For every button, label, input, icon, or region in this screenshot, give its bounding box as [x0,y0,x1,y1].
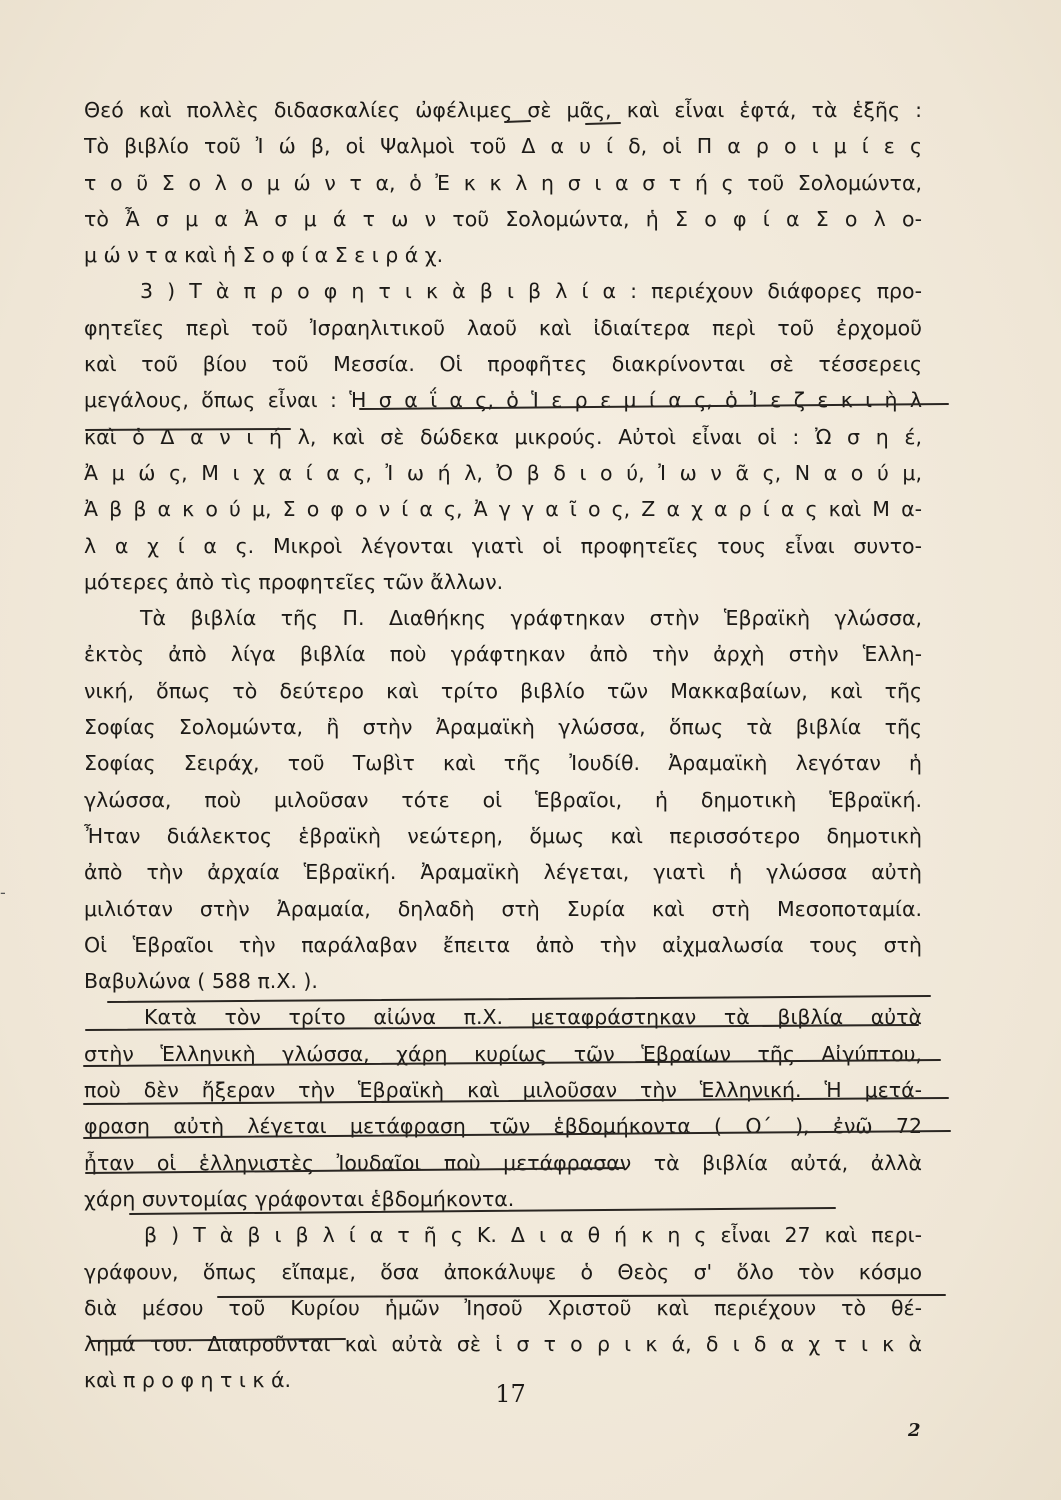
text-line: Ἀ β β α κ ο ύ μ, Σ ο φ ο ν ί α ς, Ἀ γ γ α ῖ ο ς, Ζ α χ α ρ ί α ς καὶ Μ α- [84,497,922,522]
text-line: φραση αὐτὴ λέγεται μετάφραση τῶν ἑβδομήκοντα ( Ο΄ ), ἐνῶ 72 [84,1114,922,1139]
text-line: Βαβυλώνα ( 588 π.Χ. ). [84,969,318,994]
text-line: τ ο ῦ Σ ο λ ο μ ώ ν τ α, ὁ Ἐ κ κ λ η σ ι α σ τ ή ς τοῦ Σολομώντα, [84,170,922,195]
text-line: διὰ μέσου τοῦ Κυρίου ἡμῶν Ἰησοῦ Χριστοῦ καὶ περιέχουν τὸ θέ- [84,1295,922,1320]
text-line: μ ώ ν τ α καὶ ἡ Σ ο φ ί α Σ ε ι ρ ά χ. [84,243,444,268]
text-line: 3 ) Τ ὰ π ρ ο φ η τ ι κ ὰ β ι β λ ί α : περιέχουν διάφορες προ- [140,279,922,304]
text-line: καὶ π ρ ο φ η τ ι κ ά. [84,1368,291,1393]
margin-mark: - [0,883,6,902]
text-line: φητεῖες περὶ τοῦ Ἰσραηλιτικοῦ λαοῦ καὶ ἰδιαίτερα περὶ τοῦ ἐρχομοῦ [84,315,922,340]
text-line: γράφουν, ὅπως εἴπαμε, ὅσα ἀποκάλυψε ὁ Θεὸς σ' ὅλο τὸν κόσμο [84,1259,922,1284]
text-line: Ἀ μ ώ ς, Μ ι χ α ί α ς, Ἰ ω ή λ, Ὀ β δ ι ο ύ, Ἰ ω ν ᾶ ς, Ν α ο ύ μ, [84,460,922,485]
text-line: Θεό καὶ πολλὲς διδασκαλίες ὠφέλιμες σὲ μᾶς, καὶ εἶναι ἑφτά, τὰ ἑξῆς : [84,98,922,122]
text-line: λημά του. Διαιροῦνται καὶ αὐτὰ σὲ ἱ σ τ ο ρ ι κ ά, δ ι δ α χ τ ι κ ὰ [84,1332,922,1357]
text-line: ποὺ δὲν ἤξεραν τὴν Ἑβραϊκὴ καὶ μιλοῦσαν τὴν Ἑλληνική. Ἡ μετά- [84,1078,922,1103]
text-line: μότερες ἀπὸ τὶς προφητεῖες τῶν ἄλλων. [84,569,504,594]
text-line: β ) Τ ὰ β ι β λ ί α τ ῆ ς Κ. Δ ι α θ ή κ η ς εἶναι 27 καὶ περι- [144,1223,922,1248]
text-line: ἀπὸ τὴν ἀρχαία Ἑβραϊκή. Ἀραμαϊκὴ λέγεται, γιατὶ ἡ γλώσσα αὐτὴ [84,860,922,885]
text-line: Ἦταν διάλεκτος ἑβραϊκὴ νεώτερη, ὅμως καὶ περισσότερο δημοτικὴ [84,823,922,848]
text-line: νική, ὅπως τὸ δεύτερο καὶ τρίτο βιβλίο τῶν Μακκαβαίων, καὶ τῆς [84,678,922,703]
page-number: 17 [495,1380,526,1408]
text-line: καὶ ὁ Δ α ν ι ή λ, καὶ σὲ δώδεκα μικρούς. Αὐτοὶ εἶναι οἱ : Ὠ σ η έ, [84,424,922,449]
text-line: καὶ τοῦ βίου τοῦ Μεσσία. Οἱ προφῆτες διακρίνονται σὲ τέσσερεις [84,352,922,377]
text-line: ἐκτὸς ἀπὸ λίγα βιβλία ποὺ γράφτηκαν ἀπὸ τὴν ἀρχὴ στὴν Ἑλλη- [84,642,922,667]
text-line: Τὰ βιβλία τῆς Π. Διαθήκης γράφτηκαν στὴν Ἑβραϊκὴ γλώσσα, [140,606,922,631]
text-line: τὸ Ἆ σ μ α Ἀ σ μ ά τ ω ν τοῦ Σολομώντα, ἡ Σ ο φ ί α Σ ο λ ο- [84,206,922,231]
text-line: λ α χ ί α ς. Μικροὶ λέγονται γιατὶ οἱ προφητεῖες τους εἶναι συντο- [84,533,922,558]
text-line: Οἱ Ἑβραῖοι τὴν παράλαβαν ἔπειτα ἀπὸ τὴν αἰχμαλωσία τους στὴ [84,932,922,957]
text-line: γλώσσα, ποὺ μιλοῦσαν τότε οἱ Ἑβραῖοι, ἡ δημοτικὴ Ἑβραϊκή. [84,787,922,812]
text-line: Σοφίας Σολομώντα, ἢ στὴν Ἀραμαϊκὴ γλώσσα, ὅπως τὰ βιβλία τῆς [84,715,922,740]
text-line: Κατὰ τὸν τρίτο αἰώνα π.Χ. μεταφράστηκαν τὰ βιβλία αὐτὰ [144,1005,922,1030]
text-line: μεγάλους, ὅπως εἶναι : Ἡ σ α ΐ α ς, ὁ Ἱ ε ρ ε μ ί α ς, ὁ Ἰ ε ζ ε κ ι ὴ λ [84,388,922,413]
text-line: Σοφίας Σειράχ, τοῦ Τωβὶτ καὶ τῆς Ἰουδίθ. Ἀραμαϊκὴ λεγόταν ἡ [84,751,922,776]
text-line: μιλιόταν στὴν Ἀραμαία, δηλαδὴ στὴ Συρία καὶ στὴ Μεσοποταμία. [84,896,922,921]
text-line: χάρη συντομίας γράφονται ἑβδομήκοντα. [84,1186,515,1211]
text-line: ἦταν οἱ ἑλληνιστὲς Ἰουδαῖοι ποὺ μετάφρασαν τὰ βιβλία αὐτά, ἀλλὰ [84,1150,922,1175]
corner-mark: 2 [908,1420,921,1441]
body-text [84,92,922,1399]
text-line: Τὸ βιβλίο τοῦ Ἰ ώ β, οἱ Ψαλμοὶ τοῦ Δ α υ ί δ, οἱ Π α ρ ο ι μ ί ε ς [84,134,922,159]
text-line: στὴν Ἑλληνικὴ γλώσσα, χάρη κυρίως τῶν Ἑβραίων τῆς Αἰγύπτου, [84,1041,922,1066]
